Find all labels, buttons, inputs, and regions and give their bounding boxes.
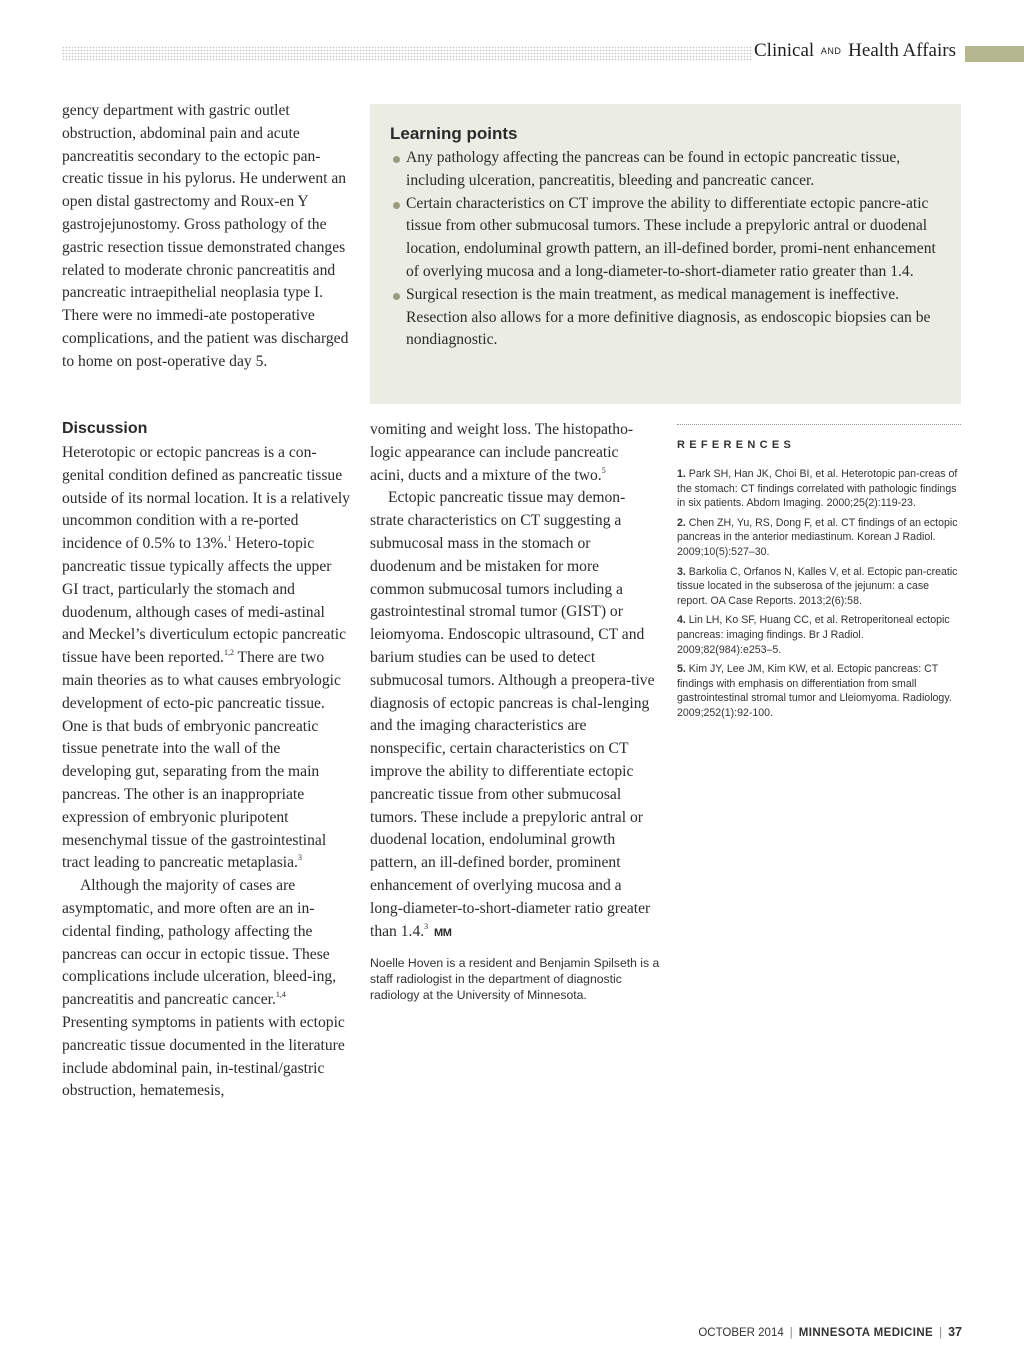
author-bio: Noelle Hoven is a resident and Benjamin Spilseth is a staff radiologist in the department of diagnostic radiology at the University of Minnesota. — [370, 956, 660, 1002]
learning-point-item: Certain characteristics on CT improve the ability to differentiate ectopic pancre-atic tissue from other submucosal tumors. These include a prepyloric antral or duodenal location, endoluminal growth pattern, an ill-defined border, promi-nent enhancement of overlying mucosa and a long-diameter-to-short-diameter ratio greater than 1.4. — [390, 193, 939, 284]
learning-point-item: Surgical resection is the main treatment, as medical management is ineffective. Resection also allows for a more definitive diagnosis, as endoscopic biopsies can be nondiagnostic. — [390, 284, 939, 352]
references-heading: REFERENCES — [677, 439, 796, 451]
text-run: vomiting and weight loss. The histopatho-logic appearance can include pancreatic acini, ducts and a mixture of the two. — [370, 421, 634, 484]
footer-separator: | — [939, 1327, 943, 1339]
end-mark: MM — [434, 926, 452, 939]
learning-point-item: Any pathology affecting the pancreas can be found in ectopic pancreatic tissue, including ulceration, pancreatitis, bleeding and pancreatic cancer. — [390, 147, 939, 193]
case-paragraph: gency department with gastric outlet obstruction, abdominal pain and acute pancreatitis secondary to the ectopic pan-creatic tissue in his pylorus. He underwent an open distal gastrectomy and Roux-en Y gastrojejunostomy. Gross pathology of the gastric resection tissue demonstrated changes related to moderate chronic pancreatitis and pancreatic intraepithelial neoplasia type I. There were no immedi-ate postoperative complications, and the patient was discharged to home on post-operative day 5. — [62, 102, 349, 370]
discussion-heading: Discussion — [62, 420, 148, 437]
reference-text: Kim JY, Lee JM, Kim KW, et al. Ectopic pancreas: CT findings with emphasis on differentiation from small gastrointestinal stromal tumor and Lleiomyoma. Radiology. 2009;252(1):92-100. — [677, 663, 952, 719]
text-run: Heterotopic or ectopic pancreas is a con-genital condition defined as pancreatic tissue outside of its normal location. It is a relatively uncommon condition with a re-ported incidence of 0.5% to 13%. — [62, 444, 350, 553]
footer-separator: | — [789, 1327, 793, 1339]
references-divider — [677, 424, 961, 425]
text-run: Hetero-topic pancreatic tissue typically affects the upper GI tract, particularly the stomach and duodenum, although cases of medi-astinal and Meckel’s diverticulum ectopic pancreatic tissue have been reported. — [62, 535, 347, 667]
reference-item — [677, 662, 961, 720]
header-accent-bar — [965, 46, 1024, 62]
reference-text: Chen ZH, Yu, RS, Dong F, et al. CT findings of an ectopic pancreas in the anterior mediastinum. Korean J Radiol. 2009;10(5):527–30. — [677, 516, 958, 558]
section-word-clinical: Clinical — [754, 40, 815, 61]
text-run: Although the majority of cases are asymptomatic, and more often are an in-cidental finding, pathology affecting the pancreas can occur in ectopic tissue. These complications include ulceration, bleed-ing, pancreatitis and pancreatic cancer. — [62, 877, 337, 1009]
reference-number: 2. — [677, 516, 686, 529]
reference-item — [677, 467, 961, 511]
citation-sup: 3 — [424, 921, 429, 931]
issue-date: OCTOBER 2014 — [698, 1327, 784, 1339]
page-number: 37 — [948, 1325, 962, 1339]
section-word-health-affairs: Health Affairs — [848, 40, 956, 61]
discussion-column — [62, 419, 350, 1103]
citation-sup: 1 — [227, 534, 232, 544]
middle-paragraph-1 — [370, 419, 656, 487]
middle-column — [370, 419, 656, 944]
magazine-name: MINNESOTA MEDICINE — [798, 1327, 934, 1339]
citation-sup: 3 — [297, 853, 302, 863]
reference-number: 1. — [677, 468, 686, 480]
reference-number: 3. — [677, 565, 686, 578]
page-footer — [698, 1325, 962, 1339]
learning-points-box — [370, 104, 961, 404]
reference-item — [677, 613, 961, 657]
reference-text: Lin LH, Ko SF, Huang CC, et al. Retroperitoneal ectopic pancreas: imaging findings. Br J Radiol. 2009;82(984):e253–5. — [677, 614, 950, 656]
text-run: There are two main theories as to what causes embryologic development of ecto-pic pancreatic tissue. One is that buds of embryonic pancreatic tissue penetrate into the wall of the developing gut, separating from the main pancreas. The other is an inappropriate expression of embryonic pluripotent mesenchymal tissue of the gastrointestinal tract leading to pancreatic metaplasia. — [62, 649, 341, 872]
reference-item — [677, 516, 961, 560]
text-run: Ectopic pancreatic tissue may demon-strate characteristics on CT suggesting a submucosal mass in the stomach or duodenum and be mistaken for more common submucosal tumors including a gastrointestinal stromal tumor (GIST) or leiomyoma. Endoscopic ultrasound, CT and barium studies can be used to detect submucosal tumors. Although a preopera-tive diagnosis of ectopic pancreas is chal-lenging and the imaging characteristics are nonspecific, certain characteristics on CT improve the ability to differentiate ectopic pancreatic tissue from other submucosal tumors. These include a prepyloric antral or duodenal location, endoluminal growth pattern, an ill-defined border, prominent enhancement of overlying mucosa and a long-diameter-to-short-diameter ratio greater than 1.4. — [370, 489, 655, 940]
reference-number: 5. — [677, 663, 686, 676]
middle-paragraph-2 — [370, 487, 656, 944]
citation-sup: 1,2 — [223, 648, 234, 658]
references-section — [677, 424, 961, 726]
text-run: Presenting symptoms in patients with ectopic pancreatic tissue documented in the literature include abdominal pain, in-testinal/gastric obstruction, hematemesis, — [62, 1013, 345, 1100]
learning-points-heading: Learning points — [390, 124, 518, 143]
discussion-paragraph-2 — [62, 875, 350, 1103]
reference-text: Park SH, Han JK, Choi BI, et al. Heterotopic pan-creas of the stomach: CT findings correlated with pathologic findings in six patients. Abdom Imaging. 2000;25(2):119-23. — [677, 468, 958, 510]
citation-sup: 1,4 — [275, 990, 286, 1000]
section-title — [754, 40, 956, 66]
discussion-paragraph-1 — [62, 442, 350, 875]
section-word-and: AND — [820, 46, 842, 56]
case-continuation — [62, 100, 350, 374]
reference-text: Barkolia C, Orfanos N, Kalles V, et al. Ectopic pan-creatic tissue located in the subserosa of the jejunum: a case report. OA Case Reports. 2013;2(6):58. — [677, 565, 958, 607]
reference-number: 4. — [677, 614, 686, 627]
reference-item — [677, 565, 961, 609]
citation-sup: 5 — [601, 465, 606, 475]
header-dot-band — [62, 46, 752, 62]
